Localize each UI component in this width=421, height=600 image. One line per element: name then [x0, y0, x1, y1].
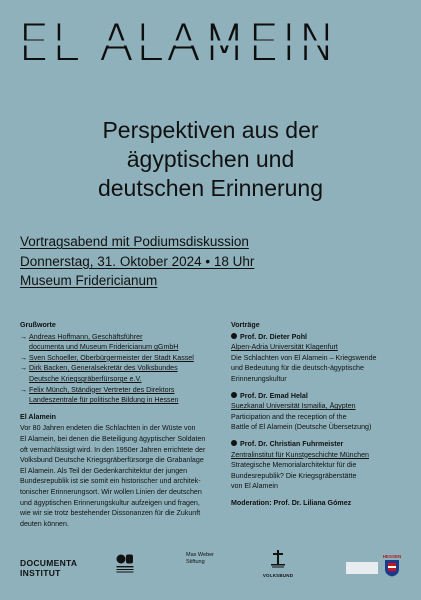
subtitle-line: ägyptischen und — [126, 146, 295, 172]
grusswort-item — [20, 332, 225, 353]
documenta-institut-logo: DOCUMENTA INSTITUT — [20, 558, 78, 578]
speaker-name: Prof. Dr. Dieter Pohl — [240, 332, 308, 341]
cross-icon — [271, 550, 285, 568]
arrow-icon: → — [20, 332, 28, 341]
el-alamein-section — [20, 412, 225, 530]
talk-line: Erinnerungskultur — [231, 374, 287, 383]
sponsor-logos — [0, 548, 421, 588]
grusswort-line: Landeszentrale für politische Bildung in Hessen — [29, 396, 179, 405]
talk-line: Strategische Memorialarchitektur für die — [231, 461, 357, 470]
body-line: wie wir sie trotz bestehender Dissonanzen für die Zukunft — [20, 509, 201, 518]
grusswort-line: Deutsche Kriegsgräberfürsorge e.V. — [29, 374, 142, 383]
grusswort-item — [20, 363, 225, 384]
body-line: tonischer Erinnerungsort. Wir wollen Linien der deutschen — [20, 487, 202, 496]
subtitle-line: deutschen Erinnerung — [97, 175, 324, 201]
speaker-name: Prof. Dr. Emad Helal — [240, 391, 308, 400]
volksbund-logo: VOLKSBUND — [258, 550, 298, 578]
event-date: Donnerstag, 31. Oktober 2024 • 18 Uhr — [20, 253, 255, 269]
talk-line: Die Schlachten von El Alamein – Kriegswende — [231, 353, 377, 362]
speaker-block — [231, 391, 411, 433]
body-line: Bundesrepublik ist sie somit ein historischer und architek- — [20, 477, 201, 486]
body-line: oft vernachlässigt wird. In den 1950er Jahren errichtete der — [20, 445, 206, 454]
grusswort-item — [20, 353, 225, 364]
el-alamein-heading: El Alamein — [20, 412, 57, 421]
moderation: Moderation: Prof. Dr. Liliana Gómez — [231, 498, 352, 507]
grusswort-line: documenta und Museum Fridericianum gGmbH — [29, 343, 179, 352]
ob-logo-icon — [116, 553, 134, 575]
hessen-logo: HESSEN — [382, 554, 402, 582]
speaker-affiliation: Suezkanal Universität Ismailia, Ägypten — [231, 402, 356, 411]
vortraege-heading: Vorträge — [231, 321, 260, 329]
talk-line: Bundesrepublik? Die Kriegsgräberstätte — [231, 471, 357, 480]
grusswort-line: Felix Münch, Ständiger Vertreter des Direktors — [29, 385, 175, 394]
grussworte-heading: Grußworte — [20, 321, 56, 329]
bullet-icon — [231, 392, 237, 398]
body-line: El Alamein, bei denen die Beteiligung ägyptischer Soldaten — [20, 434, 206, 443]
arrow-icon: → — [20, 353, 28, 362]
event-type: Vortragsabend mit Podiumsdiskussion — [20, 234, 249, 249]
landeszentrale-logo — [346, 562, 378, 574]
poster-title: EL ALAMEIN — [18, 14, 408, 72]
body-line: deuten können. — [20, 519, 69, 528]
event-info — [20, 232, 254, 291]
talk-line: und Bedeutung für die deutsch-ägyptische — [231, 364, 364, 373]
event-venue: Museum Fridericianum — [20, 273, 158, 288]
speaker-block — [231, 332, 411, 385]
talk-line: von El Alamein — [231, 482, 278, 491]
body-line: El Alamein. Als Teil der Gedenkarchitektur der jungen — [20, 466, 188, 475]
grusswort-item — [20, 385, 225, 406]
grusswort-line: Andreas Hoffmann, Geschäftsführer — [29, 332, 143, 341]
right-column — [231, 320, 411, 509]
body-line: Volksbund Deutsche Kriegsgräberfürsorge die Grabanlage — [20, 456, 204, 465]
speaker-affiliation: Zentralinstitut für Kunstgeschichte München — [231, 450, 370, 459]
body-line: und ägyptischen Erinnerungskultur aufzeigen und fragen, — [20, 498, 200, 507]
hessen-lion-icon — [384, 559, 400, 577]
poster-subtitle — [0, 116, 421, 203]
arrow-icon: → — [20, 385, 28, 394]
bullet-icon — [231, 333, 237, 339]
talk-line: Participation and the reception of the — [231, 412, 347, 421]
speaker-affiliation: Alpen-Adria Universität Klagenfurt — [231, 343, 338, 352]
subtitle-line: Perspektiven aus der — [102, 117, 319, 143]
body-line: Vor 80 Jahren endeten die Schlachten in der Wüste von — [20, 424, 196, 433]
speaker-name: Prof. Dr. Christian Fuhrmeister — [240, 439, 344, 448]
speaker-block — [231, 439, 411, 492]
left-column — [20, 320, 225, 529]
max-weber-stiftung-logo: Max Weber Stiftung — [186, 552, 215, 565]
talk-line: Battle of El Alamein (Deutsche Übersetzung) — [231, 423, 372, 432]
bullet-icon — [231, 440, 237, 446]
grusswort-line: Dirk Backen, Generalsekretär des Volksbundes — [29, 364, 178, 373]
grusswort-line: Sven Schoeller, Oberbürgermeister der Stadt Kassel — [29, 353, 194, 362]
arrow-icon: → — [20, 364, 28, 373]
